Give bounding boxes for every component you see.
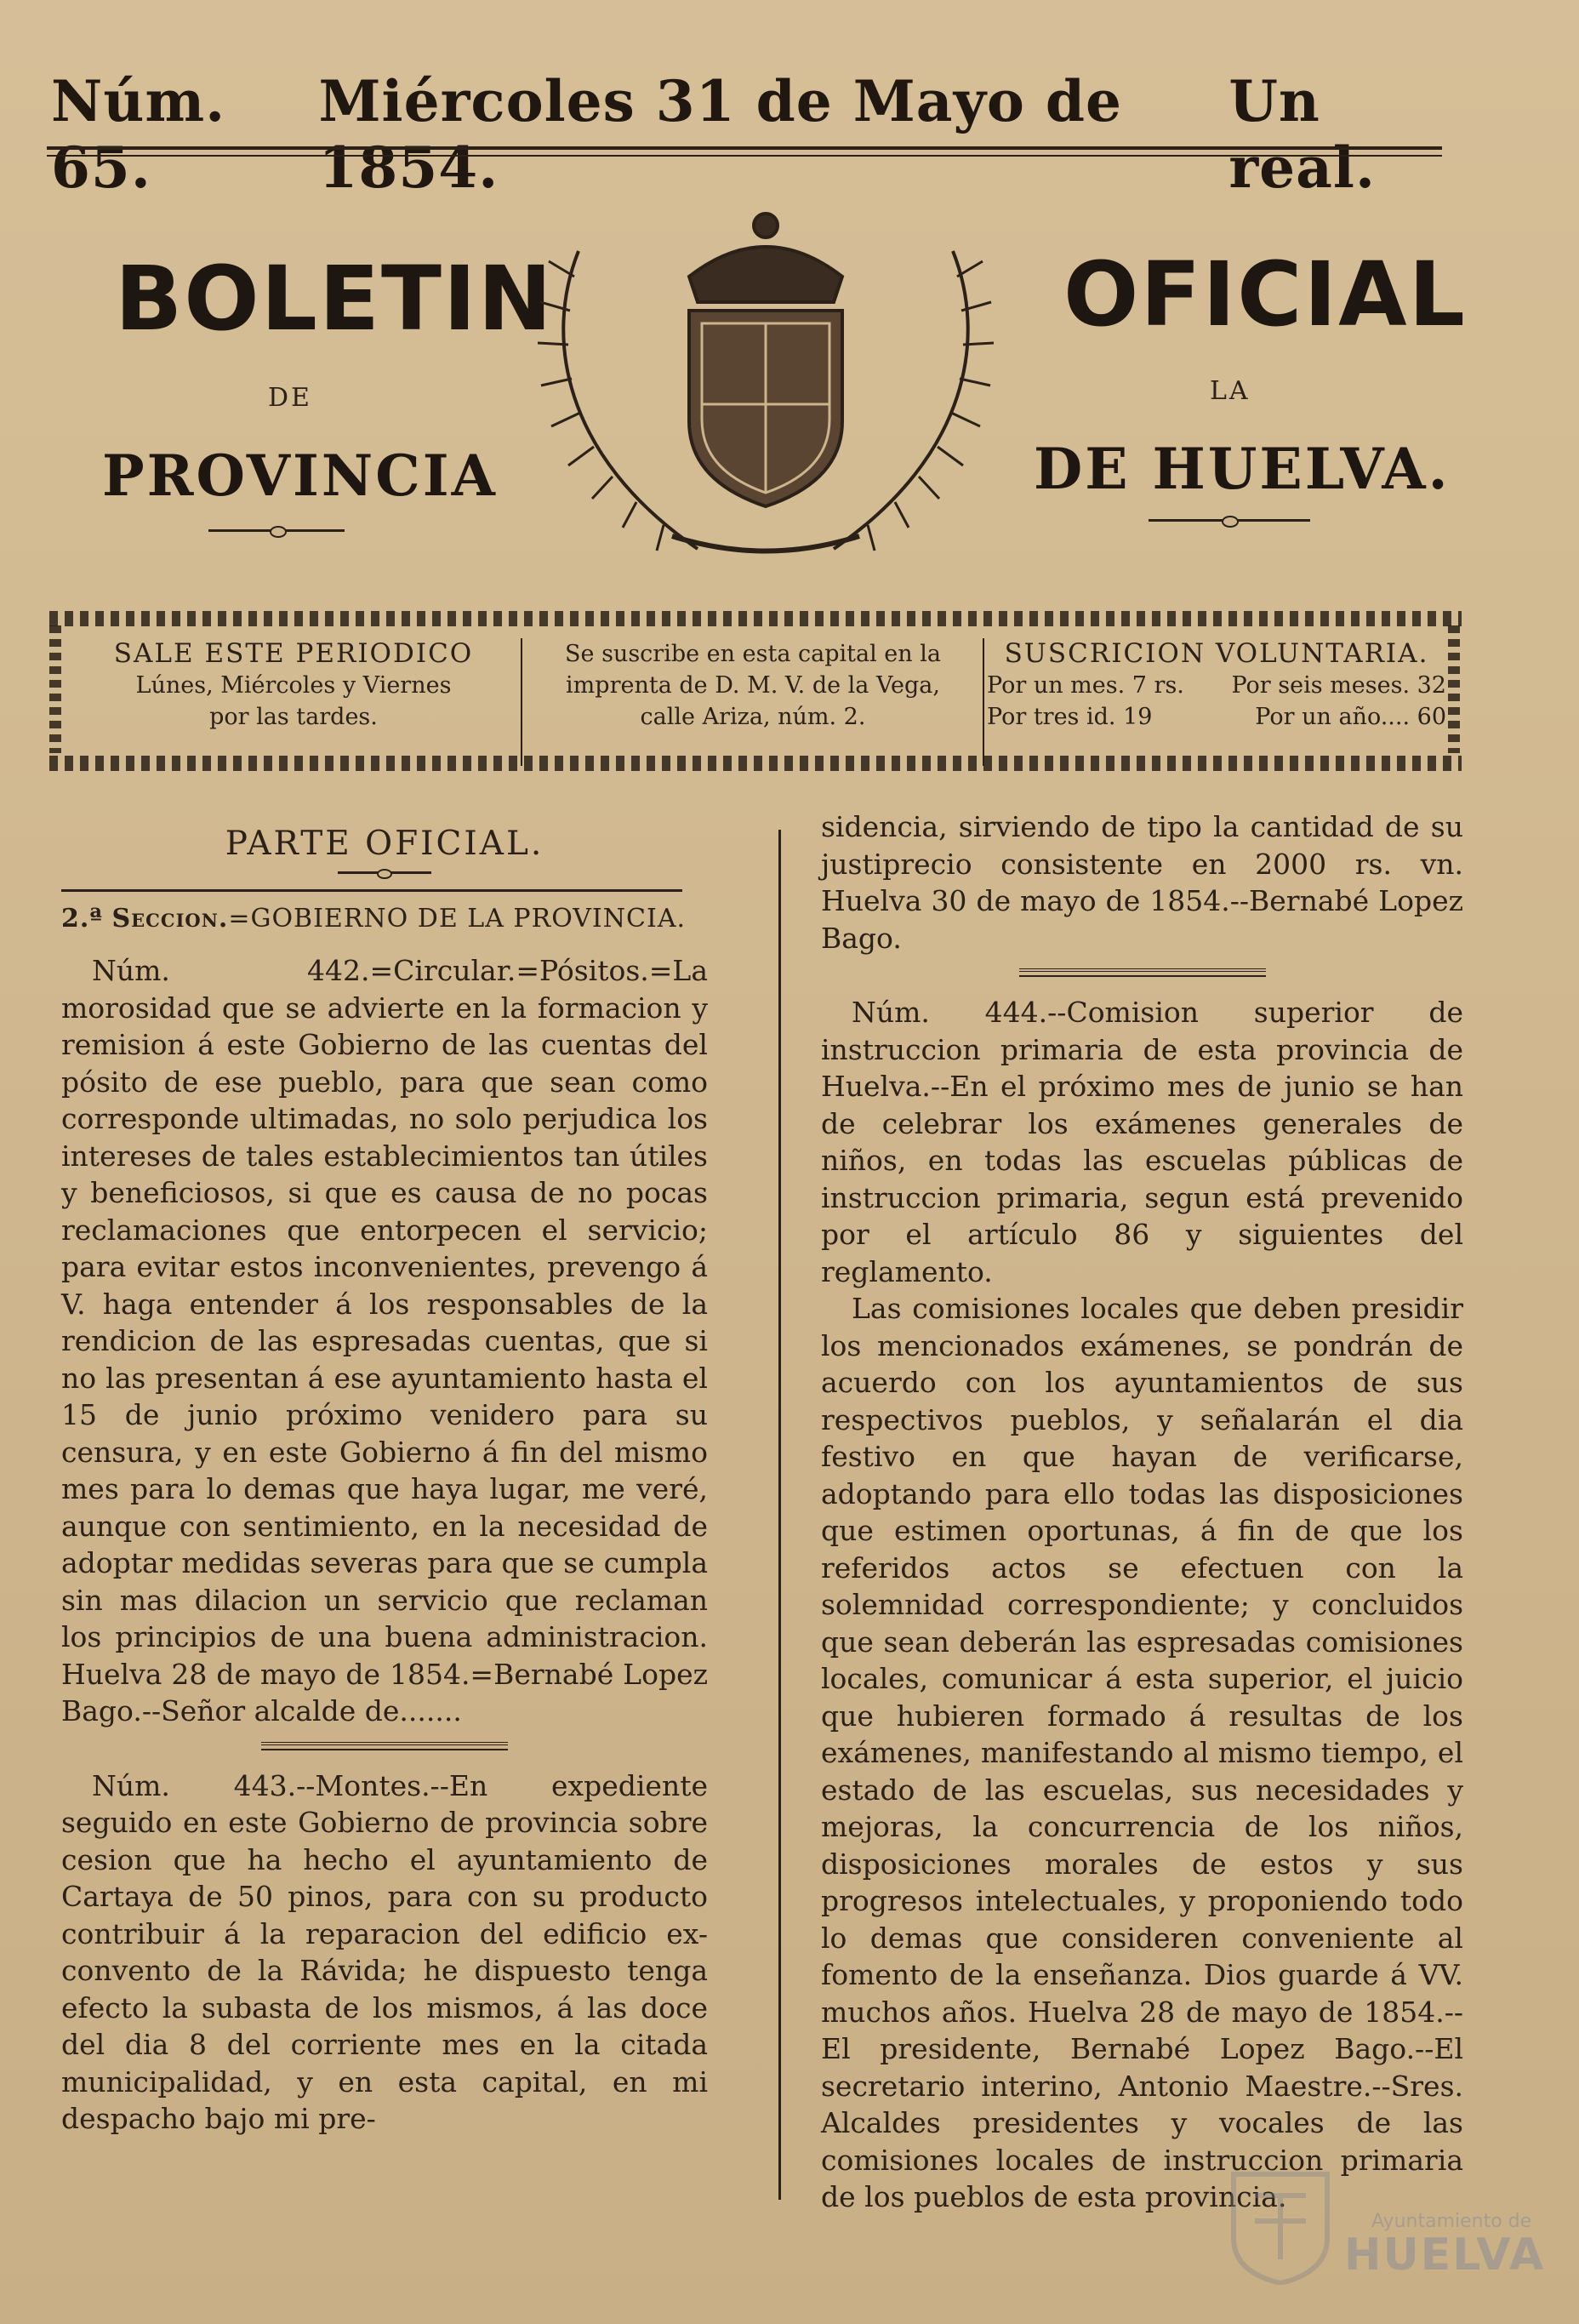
- masthead-la: LA: [1210, 376, 1251, 406]
- border-bottom: [49, 756, 1462, 771]
- article-444-body: Las comisiones locales que deben presidir los mencionados exámenes, se pondrán de acuerdo con los ayuntamientos de sus respectivos pueblos, y señalarán el dia festivo en que hayan de verificarse, adoptando para ello todas las disposiciones que estimen oportunas, á fin de que los referidos actos se efectuen con la solemnidad correspondiente; y concluidos que sean deberán las espresadas comisiones locales, comunicar á esta superior, el juicio que hubieren formado á resultas de los exámenes, manifestando al mismo tiempo, el estado de las escuelas, sus necesidades y mejoras, la concurrencia de los niños, disposiciones morales de estos y sus progresos intelectuales, y proponiendo todo lo demas que consideren conveniente al fomento de la enseñanza. Dios guarde á VV. muchos años. Huelva 28 de mayo de 1854.--El presidente, Bernabé Lopez Bago.--El secretario interino, Antonio Maestre.--Sres. Alcaldes presidentes y vocales de las comisiones locales de instruccion primaria de los pueblos de esta provincia.: [821, 1292, 1463, 2213]
- info-suscricion: [987, 638, 1446, 757]
- watermark-line1: Ayuntamiento de: [1371, 2211, 1532, 2232]
- border-left: [49, 625, 61, 753]
- info-sale-days: Lúnes, Miércoles y Viernes: [135, 672, 452, 699]
- ornament-right: [1149, 519, 1310, 522]
- masthead-de: DE: [268, 383, 312, 413]
- article-443: Núm. 443.--Montes.--En expediente seguido en este Gobierno de provincia sobre cesion que ha hecho el ayuntamiento de Cartaya de 50 pinos, para con su producto contribuir á la reparacion del edificio ex-convento de la Rávida; he dispuesto tenga efecto la subasta de los mismos, á las doce del dia 8 del corriente mes en la citada municipalidad, y en esta capital, en mi despacho bajo mi pre-: [61, 1768, 708, 2135]
- price-year: Por un año.... 60: [1255, 704, 1446, 730]
- info-suscribe-line2: imprenta de D. M. V. de la Vega,: [566, 672, 940, 699]
- article-443-continued: sidencia, sirviendo de tipo la cantidad de su justiprecio consistente en 2000 rs. vn. Huelva 30 de mayo de 1854.--Bernabé Lopez Bago.: [821, 810, 1463, 955]
- info-suscribe-line1: Se suscribe en esta capital en la: [565, 641, 941, 667]
- info-divider-1: [521, 638, 522, 766]
- price-six-months: Por seis meses. 32: [1231, 672, 1446, 699]
- coat-of-arms-image: [527, 200, 1004, 574]
- subsection-label: Seccion.: [111, 903, 229, 934]
- info-suscribe: [532, 638, 974, 757]
- info-divider-2: [983, 638, 984, 766]
- left-column: [61, 825, 708, 2138]
- ornament-left: [208, 529, 345, 532]
- subsection-title: =GOBIERNO DE LA PROVINCIA.: [228, 903, 687, 934]
- price-month: Por un mes. 7 rs.: [987, 672, 1184, 699]
- heading-ornament: [338, 871, 431, 874]
- column-rule: [778, 830, 781, 2200]
- subsection-heading: [61, 900, 708, 938]
- article-444: Núm. 444.--Comision superior de instruccion primaria de esta provincia de Huelva.--En el próximo mes de junio se han de celebrar los exámenes generales de niños, en todas las escuelas públicas de instruccion primaria, segun está prevenido por el artículo 86 y siguientes del reglamento.: [821, 996, 1463, 1288]
- section-heading: PARTE OFICIAL.: [225, 825, 544, 863]
- info-suscribe-line3: calle Ariza, núm. 2.: [640, 704, 866, 730]
- article-separator: [261, 1742, 508, 1750]
- masthead-oficial: OFICIAL: [1063, 243, 1467, 346]
- masthead-provincia: PROVINCIA: [102, 443, 498, 509]
- article-442: Núm. 442.=Circular.=Pósitos.=La morosidad que se advierte en la formacion y remision á este Gobierno de las cuentas del pósito de ese pueblo, para que sean como corresponde ultimadas, no solo perjudica los intereses de tales establecimientos tan útiles y beneficiosos, si que es causa de no pocas reclamaciones que entorpecen el servicio; para evitar estos inconvenientes, prevengo á V. haga entender á los responsables de la rendicion de las espresadas cuentas, que si no las presentan á ese ayuntamiento hasta el 15 de junio próximo venidero para su censura, y en este Gobierno á fin del mismo mes para lo demas que haya lugar, me veré, aunque con sentimiento, en la necesidad de adoptar medidas severas para que se cumpla sin mas dilacion un servicio que reclaman los principios de una buena administracion. Huelva 28 de mayo de 1854.=Bernabé Lopez Bago.--Señor alcalde de.......: [61, 954, 708, 1727]
- price-row-2: [987, 701, 1446, 733]
- info-suscricion-title: SUSCRICION VOLUNTARIA.: [1004, 638, 1429, 669]
- article-separator: [1019, 968, 1266, 977]
- watermark-line2: HUELVA: [1344, 2230, 1546, 2281]
- info-sale-time: por las tardes.: [209, 704, 378, 730]
- right-column: [821, 808, 1463, 2216]
- price-row-1: [987, 670, 1446, 701]
- info-sale: [81, 638, 506, 757]
- section-rule: [61, 889, 682, 892]
- masthead-de-huelva: DE HUELVA.: [1034, 436, 1451, 502]
- issue-number: Núm. 65.: [51, 68, 226, 201]
- dateline: [51, 68, 1463, 201]
- issue-price: Un real.: [1228, 68, 1376, 201]
- border-right: [1448, 625, 1460, 753]
- dateline-rule: [47, 146, 1442, 157]
- subsection-number: 2.ª: [61, 903, 103, 934]
- border-top: [49, 611, 1462, 626]
- issue-date: Miércoles 31 de Mayo de 1854.: [318, 68, 1123, 201]
- price-three-months: Por tres id. 19: [987, 704, 1153, 730]
- info-sale-title: SALE ESTE PERIODICO: [113, 638, 474, 669]
- masthead-boletin: BOLETIN: [115, 247, 554, 351]
